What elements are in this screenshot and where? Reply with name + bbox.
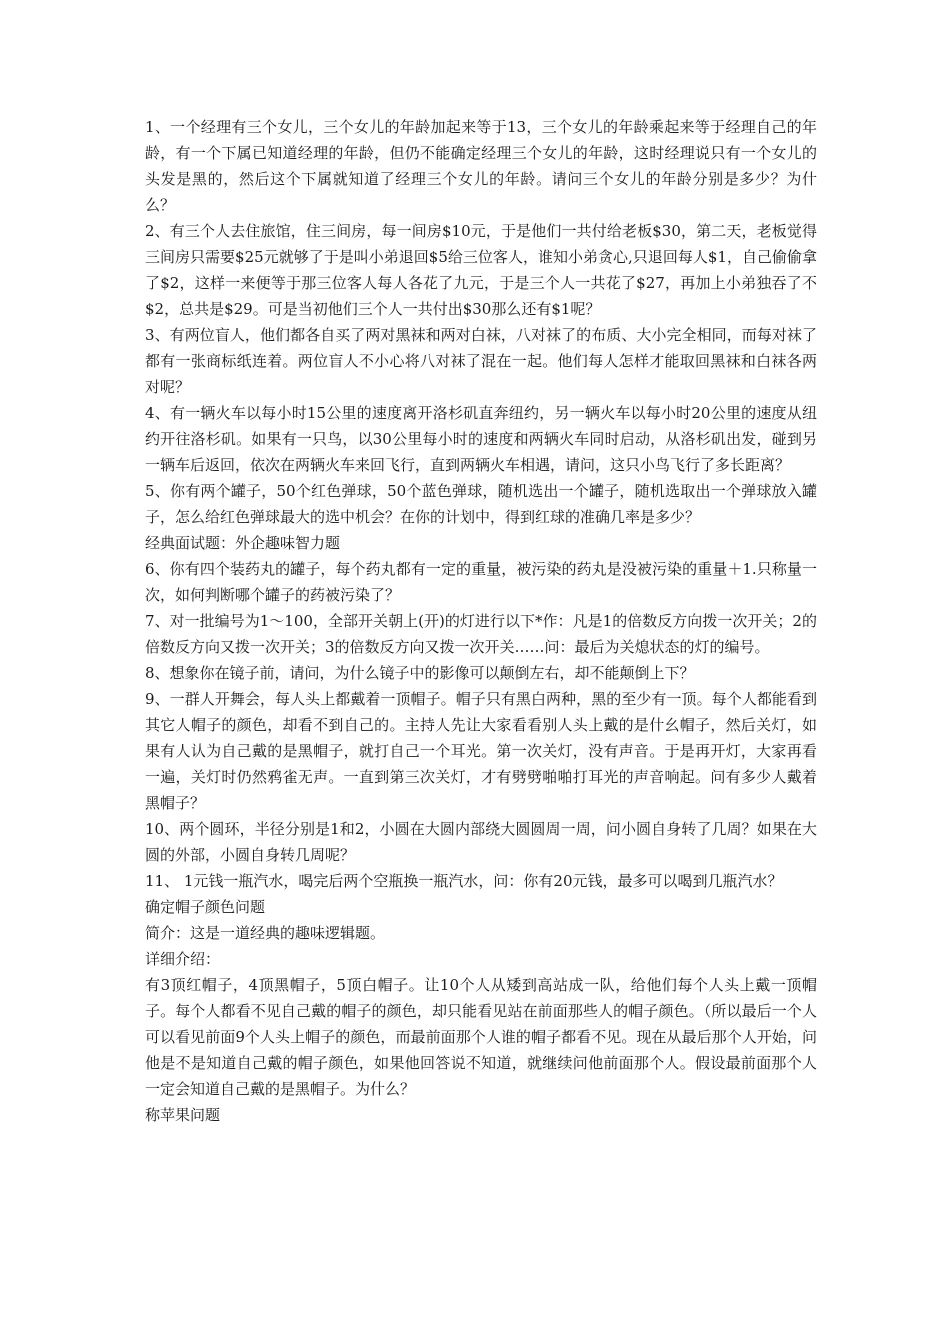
puzzle-7-paragraph: 7、对一批编号为1～100，全部开关朝上(开)的灯进行以下*作：凡是1的倍数反方向拨一次开关；2的倍数反方向又拨一次开关；3的倍数反方向又拨一次开关……问：最后为关熄状态的灯的编号。 [145,612,817,656]
puzzle-4-paragraph: 4、有一辆火车以每小时15公里的速度离开洛杉矶直奔纽约，另一辆火车以每小时20公里的速度从纽约开往洛杉矶。如果有一只鸟，以30公里每小时的速度和两辆火车同时启动，从洛杉矶出发，碰到另一辆车后返回，依次在两辆火车来回飞行，直到两辆火车相遇，请问，这只小鸟飞行了多长距离？ [145,404,817,474]
puzzle-8-paragraph: 8、想象你在镜子前，请问，为什么镜子中的影像可以颠倒左右，却不能颠倒上下？ [145,664,695,682]
puzzle-2-paragraph: 2、有三个人去住旅馆，住三间房，每一间房$10元，于是他们一共付给老板$30，第二天，老板觉得三间房只需要$25元就够了于是叫小弟退回$5给三位客人，谁知小弟贪心,只退回每人$1，自己偷偷拿了$2，这样一来便等于那三位客人每人各花了九元，于是三个人一共花了$27，再加上小弟独吞了不$2，总共是$29。可是当初他们三个人一共付出$30那么还有$1呢？ [145,222,817,318]
section-heading: 经典面试题：外企趣味智力题 [145,534,341,552]
hat-problem-detail-label: 详细介绍： [145,950,221,968]
hat-problem-intro: 简介：这是一道经典的趣味逻辑题。 [145,924,386,942]
hat-problem-body: 有3顶红帽子，4顶黑帽子，5顶白帽子。让10个人从矮到高站成一队，给他们每个人头上戴一顶帽子。每个人都看不见自己戴的帽子的颜色，却只能看见站在前面那些人的帽子颜色。（所以最后一个人可以看见前面9个人头上帽子的颜色，而最前面那个人谁的帽子都看不见。现在从最后那个人开始，问他是不是知道自己戴的帽子颜色，如果他回答说不知道，就继续问他前面那个人。假设最前面那个人一定会知道自己戴的是黑帽子。为什么？ [145,976,817,1098]
puzzle-10-paragraph: 10、两个圆环，半径分别是1和2，小圆在大圆内部绕大圆圆周一周，问小圆自身转了几周？如果在大圆的外部，小圆自身转几周呢？ [145,820,817,864]
puzzle-3-paragraph: 3、有两位盲人，他们都各自买了两对黑袜和两对白袜，八对袜了的布质、大小完全相同，而每对袜了都有一张商标纸连着。两位盲人不小心将八对袜了混在一起。他们每人怎样才能取回黑袜和白袜各两对呢？ [145,326,817,396]
hat-problem-heading: 确定帽子颜色问题 [145,898,266,916]
puzzle-11-paragraph: 11、 1元钱一瓶汽水，喝完后两个空瓶换一瓶汽水，问：你有20元钱，最多可以喝到几瓶汽水？ [145,872,783,890]
puzzle-1-paragraph: 1、一个经理有三个女儿，三个女儿的年龄加起来等于13，三个女儿的年龄乘起来等于经理自己的年龄，有一个下属已知道经理的年龄，但仍不能确定经理三个女儿的年龄，这时经理说只有一个女儿的头发是黑的，然后这个下属就知道了经理三个女儿的年龄。请问三个女儿的年龄分别是多少？为什么？ [145,118,817,214]
puzzle-6-paragraph: 6、你有四个装药丸的罐子，每个药丸都有一定的重量，被污染的药丸是没被污染的重量＋1.只称量一次，如何判断哪个罐子的药被污染了？ [145,560,817,604]
document-body [145,114,817,1128]
puzzle-9-paragraph: 9、一群人开舞会，每人头上都戴着一顶帽子。帽子只有黑白两种，黑的至少有一顶。每个人都能看到其它人帽子的颜色，却看不到自己的。主持人先让大家看看别人头上戴的是什幺帽子，然后关灯，如果有人认为自己戴的是黑帽子，就打自己一个耳光。第一次关灯，没有声音。于是再开灯，大家再看一遍，关灯时仍然鸦雀无声。一直到第三次关灯，才有劈劈啪啪打耳光的声音响起。问有多少人戴着黑帽子？ [145,690,817,812]
puzzle-5-paragraph: 5、你有两个罐子，50个红色弹球，50个蓝色弹球，随机选出一个罐子，随机选取出一个弹球放入罐子，怎么给红色弹球最大的选中机会？在你的计划中，得到红球的准确几率是多少？ [145,482,817,526]
apple-problem-heading: 称苹果问题 [145,1106,221,1124]
